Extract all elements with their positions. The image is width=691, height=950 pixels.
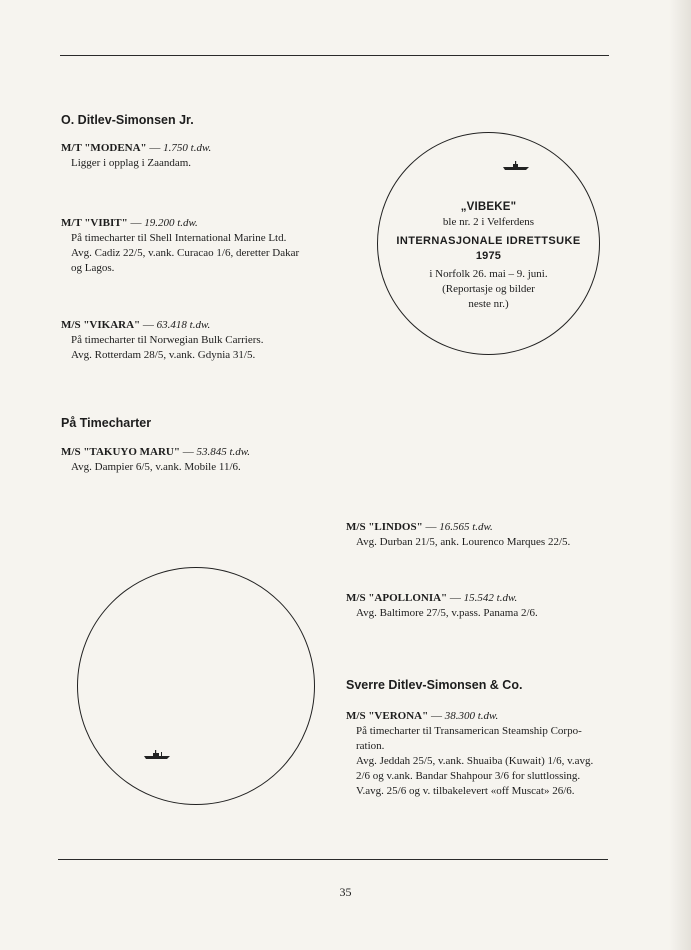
- ship-entry-modena: [61, 141, 211, 171]
- ship-status-line: og Lagos.: [71, 262, 115, 274]
- dash: —: [130, 217, 142, 229]
- dash: —: [430, 710, 442, 722]
- ship-name: "VIBIT": [84, 217, 128, 229]
- vibeke-line: i Norfolk 26. mai – 9. juni.: [429, 268, 548, 280]
- ship-name: "LINDOS": [368, 521, 423, 533]
- ship-icon: [502, 161, 530, 171]
- dash: —: [149, 142, 161, 154]
- vibeke-line: (Reportasje og bilder: [442, 283, 535, 295]
- ship-status-line: Ligger i opplag i Zaandam.: [71, 157, 192, 169]
- ship-prefix: M/S: [61, 446, 81, 458]
- ship-status-line: Avg. Dampier 6/5, v.ank. Mobile 11/6.: [71, 461, 241, 473]
- ship-status-line: ration.: [356, 740, 385, 752]
- photo-circle: [77, 567, 315, 805]
- ship-icon: [143, 750, 171, 760]
- page-edge-shadow: [669, 0, 691, 950]
- ship-status-line: V.avg. 25/6 og v. tilbakelevert «off Muscat» 26/6.: [356, 785, 575, 797]
- ship-name: "VIKARA": [83, 319, 141, 331]
- ship-status-line: Avg. Jeddah 25/5, v.ank. Shuaiba (Kuwait) 1/6, v.avg.: [356, 755, 594, 767]
- dash: —: [425, 521, 437, 533]
- ship-tonnage: 19.200 t.dw.: [144, 217, 198, 229]
- ship-tonnage: 16.565 t.dw.: [439, 521, 493, 533]
- dash: —: [449, 592, 461, 604]
- ship-status-line: Avg. Rotterdam 28/5, v.ank. Gdynia 31/5.: [71, 349, 256, 361]
- ship-tonnage: 63.418 t.dw.: [156, 319, 211, 331]
- ship-name: "TAKUYO MARU": [83, 446, 180, 458]
- dash: —: [182, 446, 194, 458]
- ship-prefix: M/S: [346, 710, 366, 722]
- page-number: 35: [339, 885, 352, 899]
- ship-tonnage: 15.542 t.dw.: [463, 592, 518, 604]
- ship-status-line: 2/6 og v.ank. Bandar Shahpour 3/6 for sluttlossing.: [356, 770, 581, 782]
- ship-status-line: Avg. Durban 21/5, ank. Lourenco Marques 22/5.: [356, 536, 571, 548]
- ship-tonnage: 38.300 t.dw.: [444, 710, 499, 722]
- ship-tonnage: 53.845 t.dw.: [196, 446, 251, 458]
- top-rule: [60, 55, 609, 56]
- ship-status-line: På timecharter til Transamerican Steamship Corpo-: [356, 725, 582, 737]
- vibeke-notice-text: [380, 200, 597, 312]
- ship-status-line: Avg. Cadiz 22/5, v.ank. Curacao 1/6, deretter Dakar: [71, 247, 300, 259]
- ship-prefix: M/S: [346, 592, 366, 604]
- ship-prefix: M/S: [61, 319, 81, 331]
- company-heading-sverre-ditlev-simonsen: Sverre Ditlev-Simonsen & Co.: [346, 678, 523, 692]
- ship-status-line: På timecharter til Shell International Marine Ltd.: [71, 232, 287, 244]
- ship-entry-lindos: [346, 520, 570, 550]
- ship-status-line: På timecharter til Norwegian Bulk Carriers.: [71, 334, 264, 346]
- ship-name: "APOLLONIA": [368, 592, 448, 604]
- vibeke-line: ble nr. 2 i Velferdens: [442, 216, 535, 228]
- ship-name: "VERONA": [368, 710, 429, 722]
- dash: —: [142, 319, 154, 331]
- section-heading-timecharter: På Timecharter: [61, 416, 152, 430]
- ship-entry-verona: [346, 709, 593, 799]
- company-heading-ditlev-simonsen-jr: O. Ditlev-Simonsen Jr.: [61, 113, 194, 127]
- vibeke-year: 1975: [475, 250, 502, 262]
- ship-status-line: Avg. Baltimore 27/5, v.pass. Panama 2/6.: [356, 607, 538, 619]
- ship-name: "MODENA": [84, 142, 147, 154]
- ship-entry-vibit: [61, 216, 299, 276]
- ship-tonnage: 1.750 t.dw.: [163, 142, 212, 154]
- ship-entry-takuyo-maru: [61, 445, 250, 475]
- ship-prefix: M/T: [61, 217, 82, 229]
- ship-entry-vikara: [61, 318, 263, 363]
- vibeke-event-name: INTERNASJONALE IDRETTSUKE: [396, 235, 581, 247]
- ship-prefix: M/T: [61, 142, 82, 154]
- ship-prefix: M/S: [346, 521, 366, 533]
- ship-entry-apollonia: [346, 591, 538, 621]
- bottom-rule: [58, 859, 608, 860]
- vibeke-line: neste nr.): [468, 298, 509, 310]
- vibeke-title: „VIBEKE": [460, 201, 517, 213]
